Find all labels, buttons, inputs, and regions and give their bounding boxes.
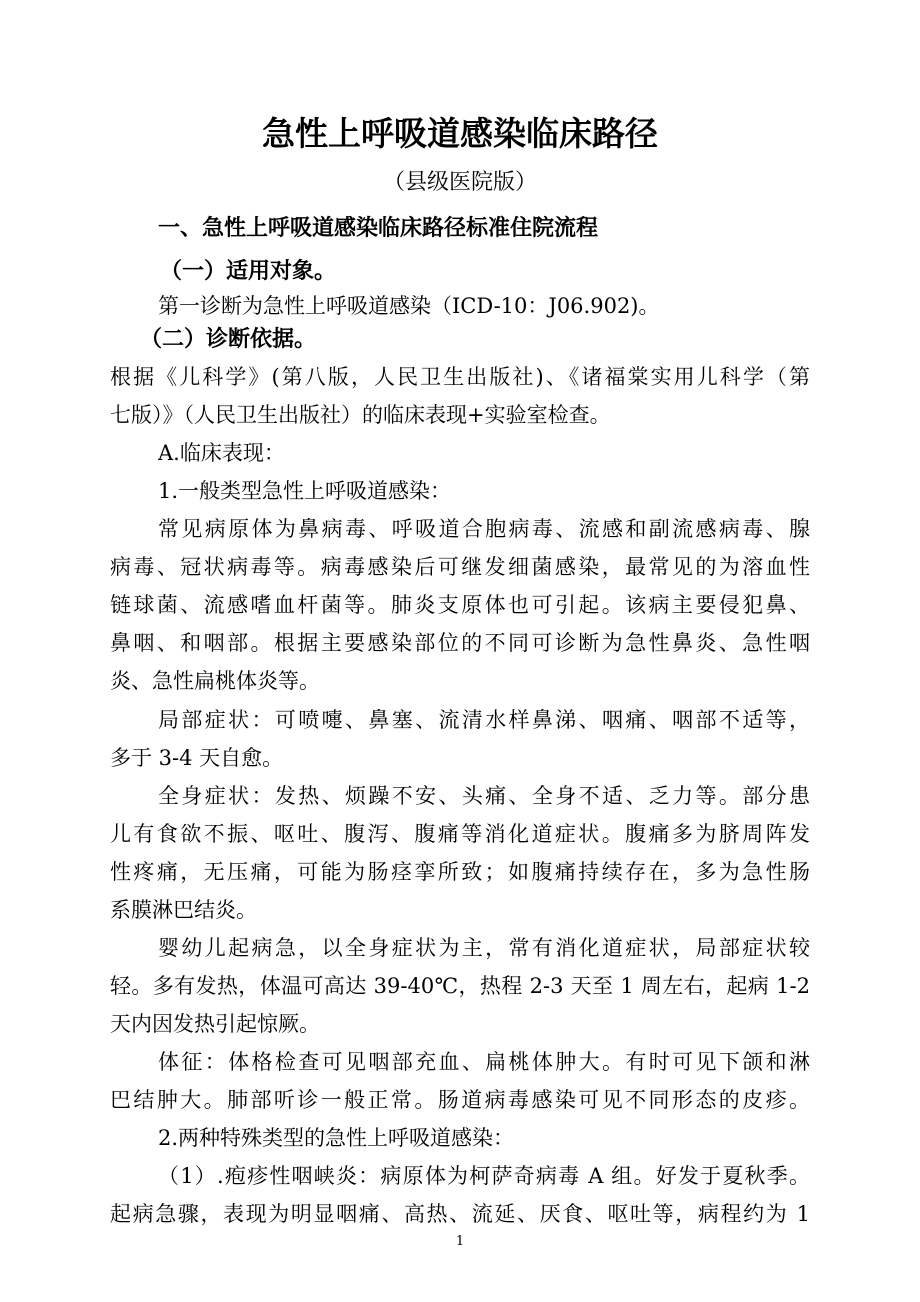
paragraph-line: 1.一般类型急性上呼吸道感染：	[158, 479, 452, 503]
page-number: 1	[455, 1234, 465, 1249]
paragraph-line: 全身症状：发热、烦躁不安、头痛、全身不适、乏力等。部分患	[158, 784, 810, 808]
paragraph-line: 轻。多有发热，体温可高达 39-40℃，热程 2-3 天至 1 周左右，起病 1-2	[110, 974, 810, 998]
paragraph-line: 病毒、冠状病毒等。病毒感染后可继发细菌感染，最常见的为溶血性	[110, 555, 810, 579]
paragraph-line: 儿有食欲不振、呕吐、腹泻、腹痛等消化道症状。腹痛多为脐周阵发	[110, 822, 810, 846]
subsection-heading-applicable: （一）适用对象。	[160, 259, 337, 284]
document-subtitle: （县级医院版）	[382, 170, 537, 195]
paragraph-line: 炎、急性扁桃体炎等。	[110, 669, 320, 693]
paragraph-line: 七版）》（人民卫生出版社）的临床表现+实验室检查。	[110, 403, 611, 427]
paragraph-line: 婴幼儿起病急，以全身症状为主，常有消化道症状，局部症状较	[158, 936, 810, 960]
paragraph-line: 天内因发热引起惊厥。	[110, 1012, 320, 1036]
paragraph-line: （1）.疱疹性咽峡炎：病原体为柯萨奇病毒 A 组。好发于夏秋季。	[158, 1164, 810, 1188]
paragraph-line: 第一诊断为急性上呼吸道感染（ICD-10：J06.902)。	[158, 294, 660, 318]
paragraph-line: 多于 3-4 天自愈。	[110, 746, 284, 770]
paragraph-line: 2.两种特殊类型的急性上呼吸道感染：	[158, 1126, 515, 1150]
paragraph-line: 鼻咽、和咽部。根据主要感染部位的不同可诊断为急性鼻炎、急性咽	[110, 631, 810, 655]
section-heading: 一、急性上呼吸道感染临床路径标准住院流程	[158, 216, 599, 241]
subsection-heading-diagnosis: （二）诊断依据。	[140, 327, 317, 352]
paragraph-line: 性疼痛，无压痛，可能为肠痉挛所致；如腹痛持续存在，多为急性肠	[110, 860, 810, 884]
paragraph-line: 巴结肿大。肺部听诊一般正常。肠道病毒感染可见不同形态的皮疹。	[110, 1088, 810, 1112]
paragraph-line: 系膜淋巴结炎。	[110, 898, 257, 922]
paragraph-line: 体征：体格检查可见咽部充血、扁桃体肿大。有时可见下颌和淋	[158, 1050, 810, 1074]
document-title: 急性上呼吸道感染临床路径	[262, 114, 658, 153]
paragraph-line: 起病急骤，表现为明显咽痛、高热、流延、厌食、呕吐等，病程约为 1	[110, 1202, 810, 1226]
paragraph-line: 链球菌、流感嗜血杆菌等。肺炎支原体也可引起。该病主要侵犯鼻、	[110, 593, 810, 617]
paragraph-line: 根据《儿科学》(第八版，人民卫生出版社)、《诸福棠实用儿科学（第	[110, 365, 810, 389]
paragraph-line: A.临床表现：	[158, 441, 285, 465]
paragraph-line: 常见病原体为鼻病毒、呼吸道合胞病毒、流感和副流感病毒、腺	[158, 517, 810, 541]
paragraph-line: 局部症状：可喷嚏、鼻塞、流清水样鼻涕、咽痛、咽部不适等，	[158, 708, 810, 732]
